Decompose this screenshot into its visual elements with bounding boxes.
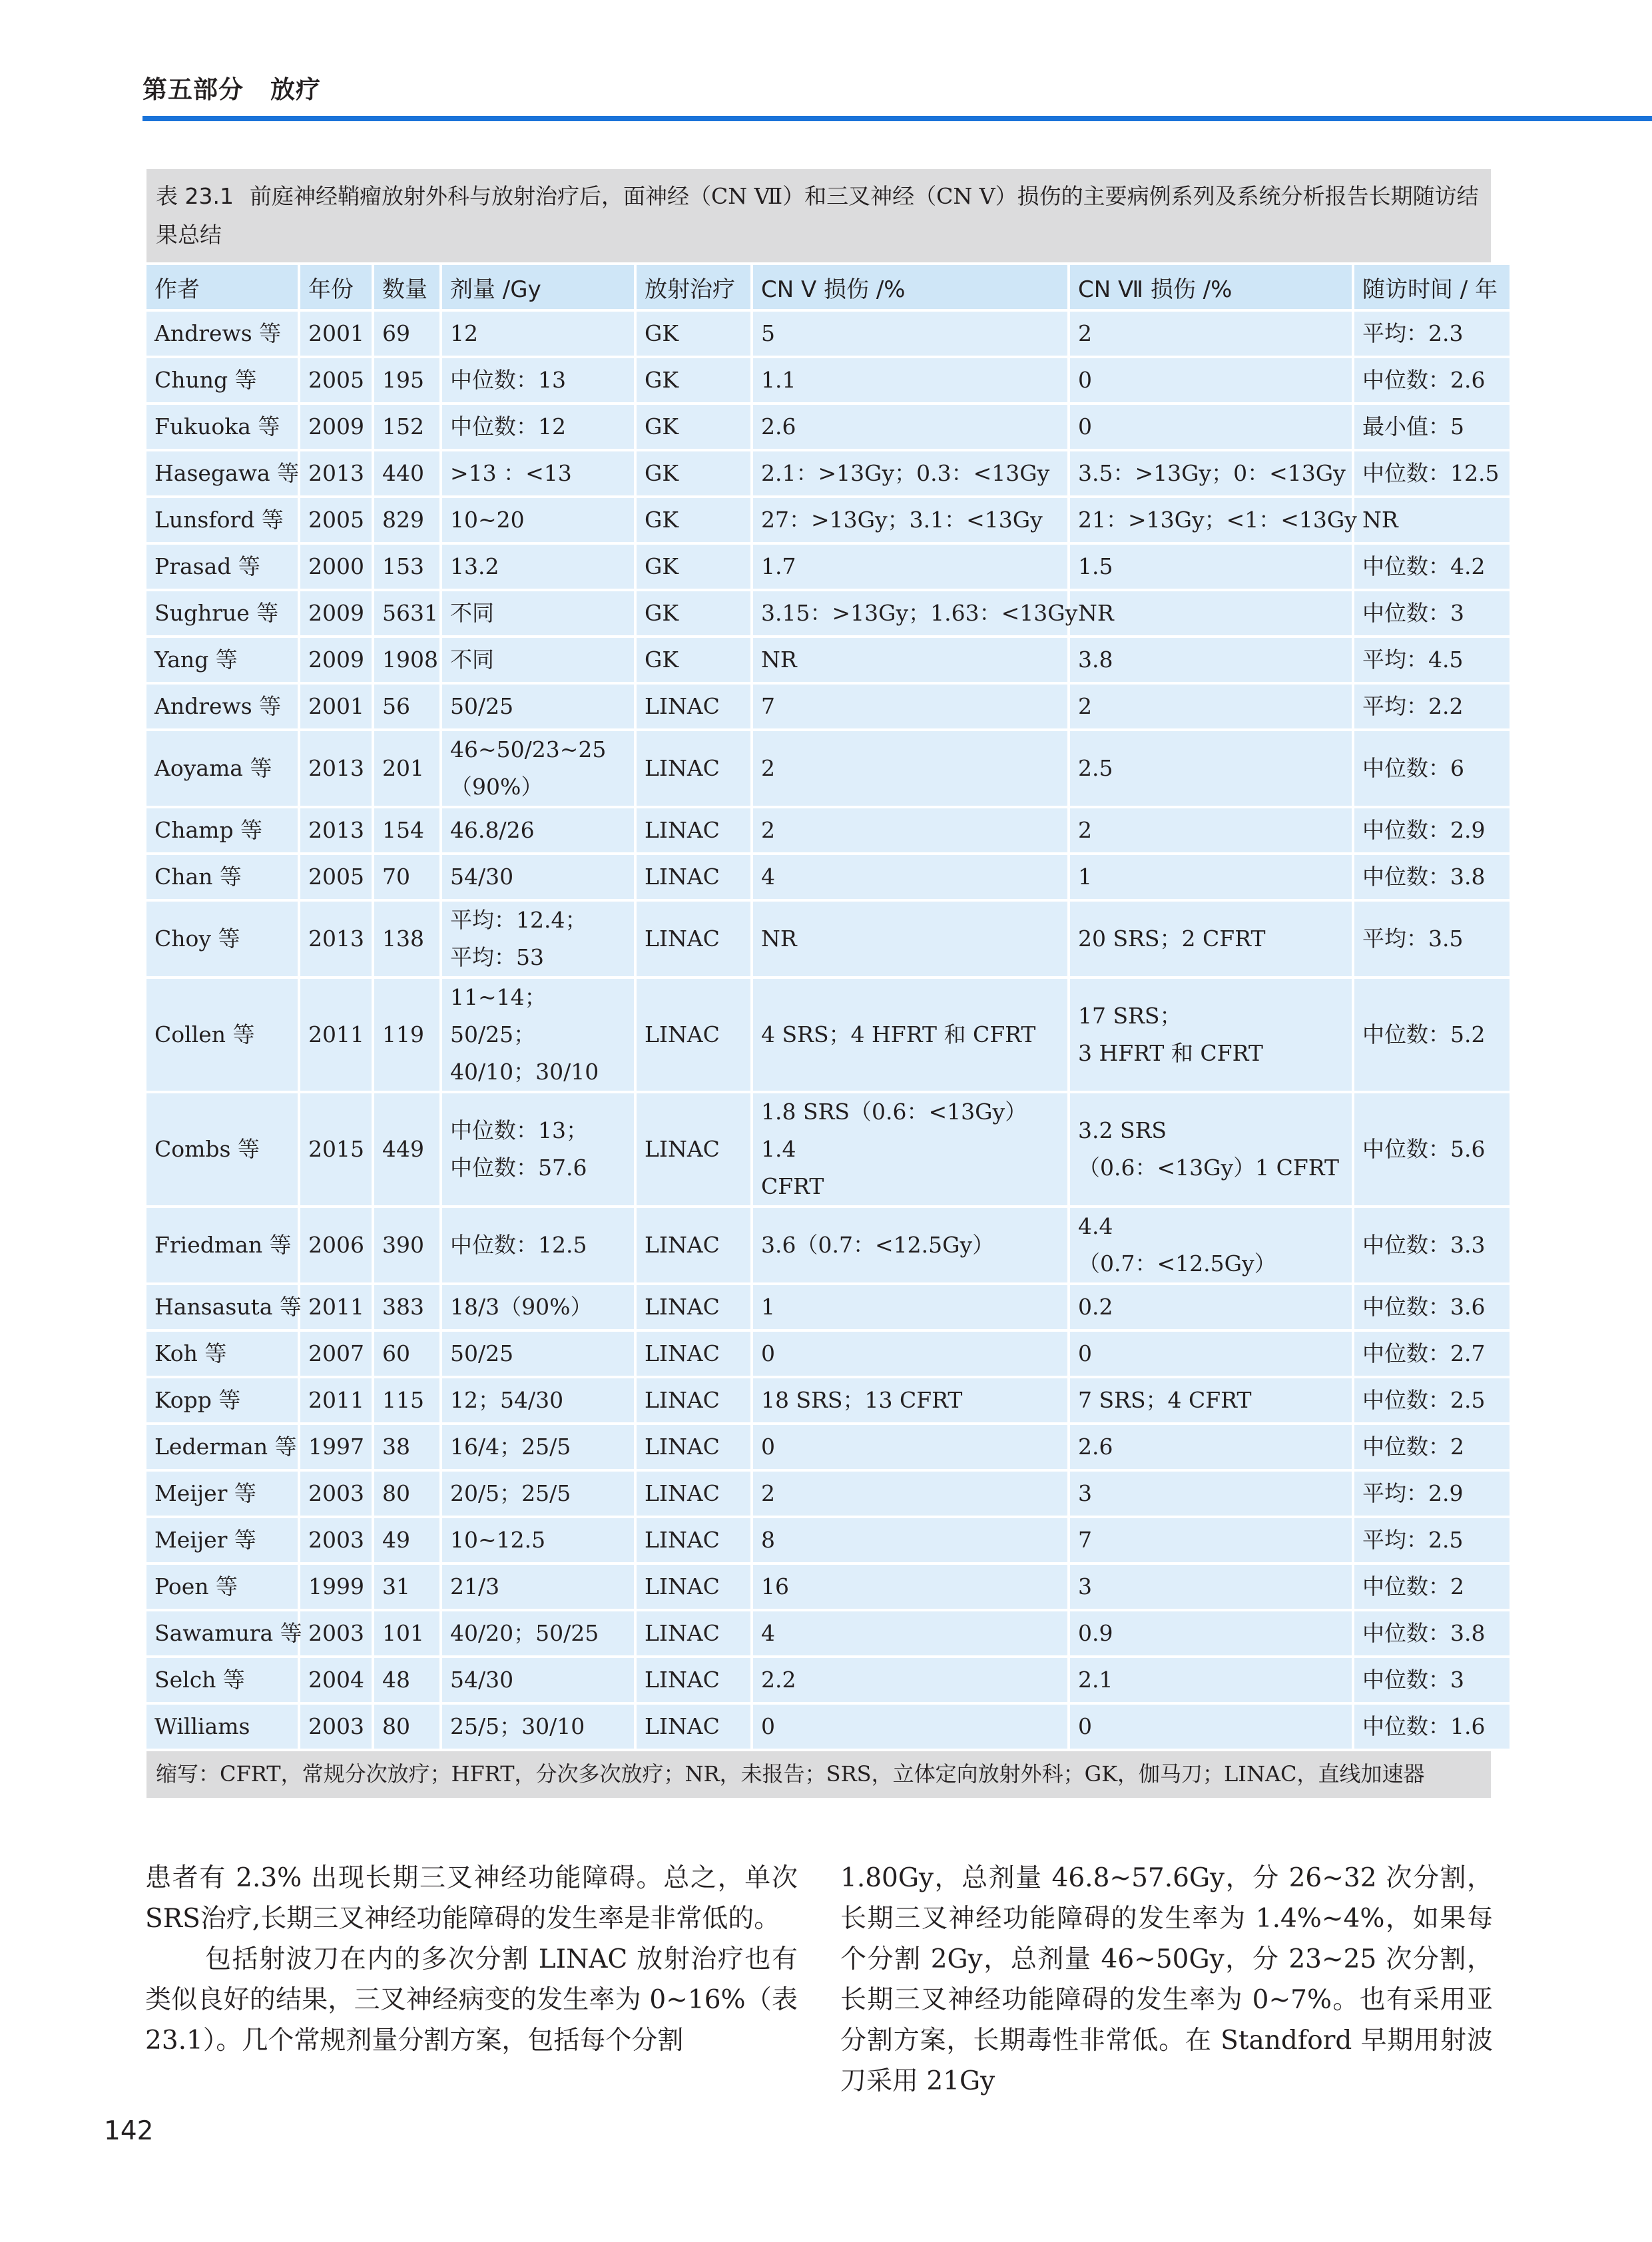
table-cell: 2011 <box>300 1378 372 1422</box>
table-cell: 60 <box>374 1332 439 1376</box>
table-cell: GK <box>637 638 750 682</box>
table-cell: 0 <box>753 1332 1067 1376</box>
table-cell: LINAC <box>637 1658 750 1702</box>
table-cell: Chan 等 <box>146 855 298 899</box>
table-cell: 10~12.5 <box>442 1518 634 1562</box>
table-cell: 最小值：5 <box>1354 405 1510 449</box>
table-cell: 0.9 <box>1070 1611 1352 1655</box>
table-cell: NR <box>1070 591 1352 635</box>
column-header: 剂量 /Gy <box>442 265 634 309</box>
table-cell: LINAC <box>637 902 750 976</box>
table-cell: 2004 <box>300 1658 372 1702</box>
table-cell: GK <box>637 312 750 356</box>
table-cell: 2 <box>753 731 1067 806</box>
table-cell: 18/3（90%） <box>442 1285 634 1329</box>
table-cell: GK <box>637 358 750 402</box>
part-label: 第五部分 <box>142 75 244 104</box>
table-cell: Aoyama 等 <box>146 731 298 806</box>
results-table <box>144 262 1512 1751</box>
table-cell: 2011 <box>300 979 372 1091</box>
table-cell: 40/20；50/25 <box>442 1611 634 1655</box>
table-row <box>146 451 1510 495</box>
table-cell: 中位数：3.6 <box>1354 1285 1510 1329</box>
table-cell: 4 <box>753 855 1067 899</box>
table-cell: 3.6（0.7：<12.5Gy） <box>753 1208 1067 1282</box>
table-cell: Combs 等 <box>146 1093 298 1205</box>
table-cell: 101 <box>374 1611 439 1655</box>
table-cell: Friedman 等 <box>146 1208 298 1282</box>
table-cell: Meijer 等 <box>146 1518 298 1562</box>
table-cell: 50/25 <box>442 1332 634 1376</box>
table-cell: 2005 <box>300 358 372 402</box>
paragraph: 1.80Gy，总剂量 46.8~57.6Gy，分 26~32 次分割，长期三叉神经功能障碍的发生率为 1.4%~4%，如果每个分割 2Gy，总剂量 46~50Gy，分 23~25 次分割，长期三叉神经功能障碍的发生率为 0~7%。也有采用亚分割方案，长期毒性非常低。在 Standford 早期用射波刀采用 21Gy <box>840 1863 1493 2096</box>
table-cell: 中位数：13； 中位数：57.6 <box>442 1093 634 1205</box>
table-cell: 1997 <box>300 1425 372 1469</box>
table-row <box>146 808 1510 852</box>
table-cell: LINAC <box>637 979 750 1091</box>
table-cell: 50/25 <box>442 685 634 728</box>
table-cell: 中位数：12.5 <box>442 1208 634 1282</box>
table-cell: LINAC <box>637 1425 750 1469</box>
table-cell: 中位数：2.6 <box>1354 358 1510 402</box>
table-cell: 201 <box>374 731 439 806</box>
table-cell: 12 <box>442 312 634 356</box>
table-cell: Andrews 等 <box>146 312 298 356</box>
table-cell: 2000 <box>300 545 372 589</box>
table-cell: LINAC <box>637 731 750 806</box>
table-cell: 中位数：2.9 <box>1354 808 1510 852</box>
table-cell: 2013 <box>300 451 372 495</box>
table-cell: 0 <box>1070 1705 1352 1749</box>
table-cell: 4 SRS；4 HFRT 和 CFRT <box>753 979 1067 1091</box>
table-cell: 4.4 （0.7：<12.5Gy） <box>1070 1208 1352 1282</box>
table-row <box>146 1658 1510 1702</box>
table-cell: GK <box>637 405 750 449</box>
table-cell: 中位数：12 <box>442 405 634 449</box>
table-cell: 46.8/26 <box>442 808 634 852</box>
table-cell: 119 <box>374 979 439 1091</box>
table-cell: LINAC <box>637 808 750 852</box>
body-column-right <box>840 1858 1493 2102</box>
table-row <box>146 855 1510 899</box>
table-cell: 80 <box>374 1705 439 1749</box>
table-cell: 2001 <box>300 685 372 728</box>
table-cell: 54/30 <box>442 1658 634 1702</box>
table-cell: NR <box>753 902 1067 976</box>
table-cell: 2.1：>13Gy；0.3：<13Gy <box>753 451 1067 495</box>
table-cell: LINAC <box>637 1472 750 1516</box>
table-cell: 2.2 <box>753 1658 1067 1702</box>
table-cell: Lederman 等 <box>146 1425 298 1469</box>
table-cell: Williams <box>146 1705 298 1749</box>
table-row <box>146 902 1510 976</box>
table-cell: 0 <box>753 1705 1067 1749</box>
table-cell: Collen 等 <box>146 979 298 1091</box>
table-cell: 2.5 <box>1070 731 1352 806</box>
table-cell: 7 SRS；4 CFRT <box>1070 1378 1352 1422</box>
table-cell: 0 <box>1070 405 1352 449</box>
table-row <box>146 638 1510 682</box>
table-cell: 2006 <box>300 1208 372 1282</box>
table-cell: LINAC <box>637 1565 750 1609</box>
table-cell: LINAC <box>637 1705 750 1749</box>
table-cell: 16/4；25/5 <box>442 1425 634 1469</box>
table-cell: LINAC <box>637 1285 750 1329</box>
table-cell: 1 <box>1070 855 1352 899</box>
table-cell: 1999 <box>300 1565 372 1609</box>
table-cell: 不同 <box>442 638 634 682</box>
table-cell: Champ 等 <box>146 808 298 852</box>
table-cell: 平均：2.9 <box>1354 1472 1510 1516</box>
table-cell: 154 <box>374 808 439 852</box>
table-cell: 2.6 <box>753 405 1067 449</box>
table-cell: 48 <box>374 1658 439 1702</box>
table-cell: 1.1 <box>753 358 1067 402</box>
table-cell: NR <box>1354 498 1510 542</box>
table-caption-text: 前庭神经鞘瘤放射外科与放射治疗后，面神经（CN Ⅶ）和三叉神经（CN Ⅴ）损伤的主要病例系列及系统分析报告长期随访结果总结 <box>156 183 1479 248</box>
table-cell: 3.15：>13Gy；1.63：<13Gy <box>753 591 1067 635</box>
table-cell: 中位数：3.8 <box>1354 1611 1510 1655</box>
table-cell: 中位数：3.8 <box>1354 855 1510 899</box>
table-cell: 54/30 <box>442 855 634 899</box>
table-cell: 56 <box>374 685 439 728</box>
table-cell: Lunsford 等 <box>146 498 298 542</box>
table-cell: NR <box>753 638 1067 682</box>
table-cell: 2013 <box>300 808 372 852</box>
table-body <box>146 312 1510 1749</box>
table-cell: 20/5；25/5 <box>442 1472 634 1516</box>
table-footnote: 缩写：CFRT，常规分次放疗；HFRT，分次多次放疗；NR，未报告；SRS，立体定向放射外科；GK，伽马刀；LINAC，直线加速器 <box>146 1751 1491 1798</box>
table-cell: 3 <box>1070 1472 1352 1516</box>
column-header: 年份 <box>300 265 372 309</box>
body-column-left <box>145 1858 798 2061</box>
table-cell: 69 <box>374 312 439 356</box>
table-cell: 2.1 <box>1070 1658 1352 1702</box>
table-cell: Chung 等 <box>146 358 298 402</box>
table-cell: 152 <box>374 405 439 449</box>
table-cell: 1908 <box>374 638 439 682</box>
table-cell: 38 <box>374 1425 439 1469</box>
table-row <box>146 405 1510 449</box>
table-cell: 2003 <box>300 1611 372 1655</box>
table-header-row <box>146 265 1510 309</box>
table-cell: 18 SRS；13 CFRT <box>753 1378 1067 1422</box>
table-cell: 10~20 <box>442 498 634 542</box>
table-cell: 1.7 <box>753 545 1067 589</box>
table-cell: Yang 等 <box>146 638 298 682</box>
table-cell: 115 <box>374 1378 439 1422</box>
section-title: 放疗 <box>270 75 321 104</box>
table-cell: LINAC <box>637 1208 750 1282</box>
table-cell: 3.2 SRS （0.6：<13Gy）1 CFRT <box>1070 1093 1352 1205</box>
table-cell: 8 <box>753 1518 1067 1562</box>
table-cell: 0 <box>1070 358 1352 402</box>
table-row <box>146 1285 1510 1329</box>
table-cell: LINAC <box>637 855 750 899</box>
column-header: 放射治疗 <box>637 265 750 309</box>
table-cell: 20 SRS；2 CFRT <box>1070 902 1352 976</box>
table-cell: 0 <box>753 1425 1067 1469</box>
running-header <box>142 69 321 105</box>
table-row <box>146 731 1510 806</box>
table-cell: LINAC <box>637 1332 750 1376</box>
table-row <box>146 591 1510 635</box>
column-header: 随访时间 / 年 <box>1354 265 1510 309</box>
table-cell: 2011 <box>300 1285 372 1329</box>
table-cell: 中位数：2.5 <box>1354 1378 1510 1422</box>
table-cell: 4 <box>753 1611 1067 1655</box>
table-cell: 中位数：12.5 <box>1354 451 1510 495</box>
table-cell: 中位数：3 <box>1354 1658 1510 1702</box>
table-row <box>146 358 1510 402</box>
table-cell: 平均：2.5 <box>1354 1518 1510 1562</box>
table-caption <box>146 169 1491 262</box>
paragraph: 患者有 2.3% 出现长期三叉神经功能障碍。总之，单次SRS治疗,长期三叉神经功能障碍的发生率是非常低的。 <box>145 1863 798 1934</box>
column-header: 作者 <box>146 265 298 309</box>
table-cell: 中位数：4.2 <box>1354 545 1510 589</box>
table-cell: 平均：2.2 <box>1354 685 1510 728</box>
table-cell: 16 <box>753 1565 1067 1609</box>
table-row <box>146 1208 1510 1282</box>
table-cell: 138 <box>374 902 439 976</box>
table-cell: 49 <box>374 1518 439 1562</box>
table-row <box>146 312 1510 356</box>
column-header: CN Ⅴ 损伤 /% <box>753 265 1067 309</box>
table-row <box>146 979 1510 1091</box>
table-cell: 46~50/23~25 （90%） <box>442 731 634 806</box>
table-row <box>146 1378 1510 1422</box>
table-cell: 2009 <box>300 405 372 449</box>
table-cell: Meijer 等 <box>146 1472 298 1516</box>
table-row <box>146 685 1510 728</box>
table-cell: 390 <box>374 1208 439 1282</box>
table-cell: LINAC <box>637 1093 750 1205</box>
table-cell: 70 <box>374 855 439 899</box>
table-cell: Fukuoka 等 <box>146 405 298 449</box>
table-cell: Selch 等 <box>146 1658 298 1702</box>
table-cell: Kopp 等 <box>146 1378 298 1422</box>
table-cell: 449 <box>374 1093 439 1205</box>
data-table-block <box>146 169 1500 1798</box>
table-cell: 195 <box>374 358 439 402</box>
table-cell: 中位数：5.2 <box>1354 979 1510 1091</box>
table-cell: 3.8 <box>1070 638 1352 682</box>
table-cell: 2.6 <box>1070 1425 1352 1469</box>
table-cell: 829 <box>374 498 439 542</box>
table-cell: 中位数：3 <box>1354 591 1510 635</box>
table-cell: 2 <box>1070 312 1352 356</box>
table-cell: 中位数：1.6 <box>1354 1705 1510 1749</box>
table-cell: 383 <box>374 1285 439 1329</box>
table-cell: 0.2 <box>1070 1285 1352 1329</box>
table-row <box>146 498 1510 542</box>
table-cell: 2003 <box>300 1518 372 1562</box>
table-row <box>146 545 1510 589</box>
paragraph: 包括射波刀在内的多次分割 LINAC 放射治疗也有类似良好的结果，三叉神经病变的发生率为 0~16%（表 23.1）。几个常规剂量分割方案，包括每个分割 <box>145 1944 798 2056</box>
table-cell: 17 SRS； 3 HFRT 和 CFRT <box>1070 979 1352 1091</box>
table-cell: LINAC <box>637 685 750 728</box>
table-cell: Andrews 等 <box>146 685 298 728</box>
table-cell: >13 ：<13 <box>442 451 634 495</box>
table-cell: 不同 <box>442 591 634 635</box>
table-cell: 2003 <box>300 1472 372 1516</box>
table-cell: LINAC <box>637 1378 750 1422</box>
table-cell: 3 <box>1070 1565 1352 1609</box>
table-number: 表 23.1 <box>156 183 234 209</box>
table-cell: 中位数：2 <box>1354 1565 1510 1609</box>
table-cell: GK <box>637 451 750 495</box>
table-cell: 2007 <box>300 1332 372 1376</box>
table-cell: LINAC <box>637 1518 750 1562</box>
table-cell: 0 <box>1070 1332 1352 1376</box>
table-cell: 2015 <box>300 1093 372 1205</box>
table-cell: 中位数：2.7 <box>1354 1332 1510 1376</box>
table-cell: 12；54/30 <box>442 1378 634 1422</box>
table-row <box>146 1425 1510 1469</box>
table-cell: 中位数：6 <box>1354 731 1510 806</box>
table-cell: 平均：3.5 <box>1354 902 1510 976</box>
table-cell: Sawamura 等 <box>146 1611 298 1655</box>
table-cell: 中位数：2 <box>1354 1425 1510 1469</box>
page-number: 142 <box>104 2116 154 2146</box>
table-cell: 5 <box>753 312 1067 356</box>
table-cell: Koh 等 <box>146 1332 298 1376</box>
table-row <box>146 1611 1510 1655</box>
table-cell: 153 <box>374 545 439 589</box>
table-cell: Prasad 等 <box>146 545 298 589</box>
table-cell: 31 <box>374 1565 439 1609</box>
table-cell: 2009 <box>300 591 372 635</box>
table-row <box>146 1565 1510 1609</box>
table-row <box>146 1705 1510 1749</box>
table-row <box>146 1093 1510 1205</box>
column-header: 数量 <box>374 265 439 309</box>
table-row <box>146 1472 1510 1516</box>
table-cell: GK <box>637 545 750 589</box>
table-cell: 440 <box>374 451 439 495</box>
table-cell: 2 <box>1070 685 1352 728</box>
table-cell: 平均：12.4； 平均：53 <box>442 902 634 976</box>
table-cell: 1.8 SRS（0.6：<13Gy）1.4 CFRT <box>753 1093 1067 1205</box>
table-row <box>146 1332 1510 1376</box>
table-cell: 80 <box>374 1472 439 1516</box>
table-cell: 11~14；50/25； 40/10；30/10 <box>442 979 634 1091</box>
column-header: CN Ⅶ 损伤 /% <box>1070 265 1352 309</box>
table-cell: 25/5；30/10 <box>442 1705 634 1749</box>
table-cell: 21/3 <box>442 1565 634 1609</box>
table-cell: 1 <box>753 1285 1067 1329</box>
table-cell: 7 <box>1070 1518 1352 1562</box>
table-cell: Sughrue 等 <box>146 591 298 635</box>
table-cell: Poen 等 <box>146 1565 298 1609</box>
table-cell: 中位数：13 <box>442 358 634 402</box>
table-cell: 2013 <box>300 731 372 806</box>
table-cell: 2005 <box>300 498 372 542</box>
table-cell: 27：>13Gy；3.1：<13Gy <box>753 498 1067 542</box>
table-cell: 2005 <box>300 855 372 899</box>
table-cell: 2001 <box>300 312 372 356</box>
table-cell: 2 <box>753 808 1067 852</box>
table-cell: 7 <box>753 685 1067 728</box>
table-cell: 中位数：5.6 <box>1354 1093 1510 1205</box>
table-cell: Choy 等 <box>146 902 298 976</box>
table-cell: 2 <box>753 1472 1067 1516</box>
table-cell: 2003 <box>300 1705 372 1749</box>
table-row <box>146 1518 1510 1562</box>
table-cell: 2013 <box>300 902 372 976</box>
table-cell: 中位数：3.3 <box>1354 1208 1510 1282</box>
table-cell: 平均：2.3 <box>1354 312 1510 356</box>
table-cell: 2 <box>1070 808 1352 852</box>
table-cell: GK <box>637 591 750 635</box>
header-rule <box>142 116 1652 121</box>
table-cell: 13.2 <box>442 545 634 589</box>
table-cell: 2009 <box>300 638 372 682</box>
table-cell: 21：>13Gy；<1：<13Gy <box>1070 498 1352 542</box>
table-cell: LINAC <box>637 1611 750 1655</box>
table-cell: 3.5：>13Gy；0：<13Gy <box>1070 451 1352 495</box>
table-cell: Hasegawa 等 <box>146 451 298 495</box>
table-cell: GK <box>637 498 750 542</box>
table-cell: 1.5 <box>1070 545 1352 589</box>
table-cell: 5631 <box>374 591 439 635</box>
table-cell: 平均：4.5 <box>1354 638 1510 682</box>
table-cell: Hansasuta 等 <box>146 1285 298 1329</box>
